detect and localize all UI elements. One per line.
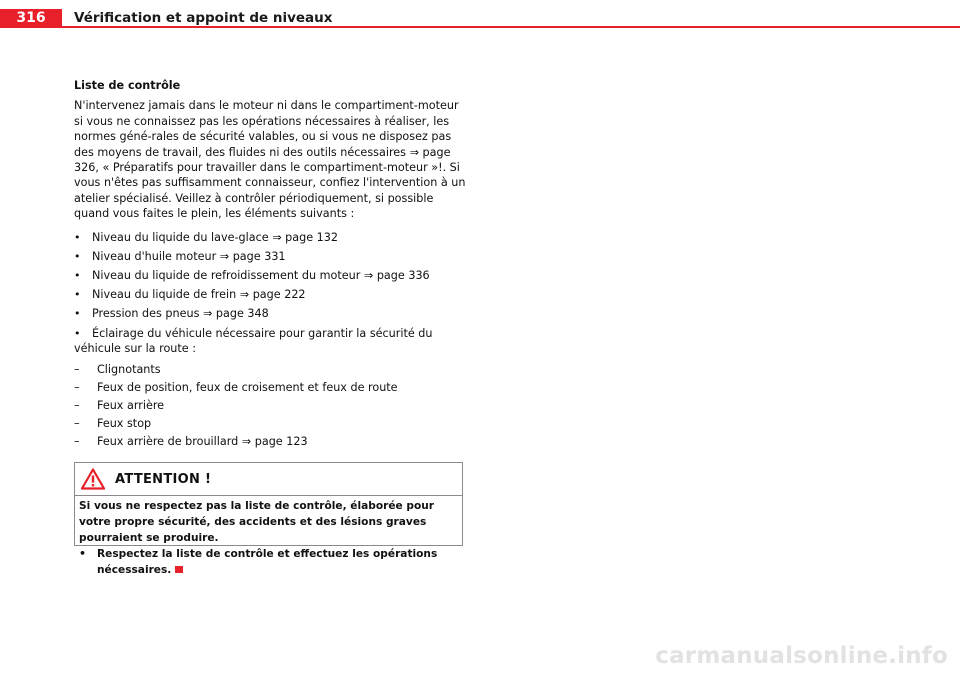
sublist-item-text: Feux de position, feux de croisement et feux de route	[97, 381, 398, 395]
list-item	[74, 268, 466, 283]
sublist-item	[74, 380, 466, 395]
warning-triangle-icon	[81, 468, 105, 490]
list-item-text: Niveau du liquide de frein	[92, 288, 237, 302]
arrow-icon: ⇒	[363, 269, 374, 283]
dash-icon: –	[74, 435, 80, 449]
list-item	[74, 306, 466, 321]
intro-paragraph	[74, 98, 466, 221]
page-number: 316	[0, 9, 62, 28]
section-title: Liste de contrôle	[74, 79, 181, 92]
list-item-text: Éclairage du véhicule nécessaire pour garantir la sécurité du véhicule sur la route :	[74, 326, 433, 356]
dash-icon: –	[74, 399, 80, 413]
bullet-icon: •	[74, 307, 81, 321]
arrow-icon: ⇒	[239, 288, 250, 302]
header-rule	[62, 26, 960, 28]
sublist-item	[74, 362, 466, 377]
arrow-icon: ⇒	[409, 145, 419, 159]
main-content	[74, 78, 466, 452]
watermark: carmanualsonline.info	[655, 643, 948, 669]
page-reference: page 336	[376, 269, 430, 283]
arrow-icon: ⇒	[219, 249, 230, 263]
bullet-icon: •	[74, 230, 81, 244]
page-title: Vérification et appoint de niveaux	[74, 10, 333, 26]
arrow-icon: ⇒	[241, 435, 252, 449]
sublist-item	[74, 398, 466, 413]
intro-text-after: page 326, « Préparatifs pour travailler dans le compartiment-moteur »!. Si vous n'êtes pas suffisamment connaisseur, confiez l'intervention à un atelier spécialisé. Veillez à contrôler périodiquement, si possible quand vous faites le plein, les éléments suivants :	[74, 145, 466, 221]
arrow-icon: ⇒	[272, 230, 282, 244]
sublist-item-text: Feux stop	[97, 417, 152, 431]
warning-box	[74, 462, 463, 576]
bullet-icon: •	[74, 269, 81, 283]
sublist-item	[74, 416, 466, 431]
dash-icon: –	[74, 363, 80, 377]
sublist-item	[74, 434, 466, 449]
warning-list-item	[79, 546, 458, 578]
page-reference: page 132	[285, 230, 338, 244]
warning-body	[75, 496, 462, 578]
sublist-item-text: Feux arrière de brouillard	[97, 435, 239, 449]
list-item-text: Niveau du liquide du lave-glace	[92, 230, 269, 244]
page-reference: page 331	[232, 249, 286, 263]
page-reference: page 222	[252, 288, 306, 302]
bullet-icon: •	[74, 326, 81, 340]
arrow-icon: ⇒	[202, 307, 213, 321]
warning-text: Si vous ne respectez pas la liste de contrôle, élaborée pour votre propre sécurité, des accidents et des lésions graves pourraient se produire.	[79, 500, 435, 544]
list-item	[74, 230, 466, 245]
list-item-text: Niveau d'huile moteur	[92, 249, 217, 263]
list-item-text: Pression des pneus	[92, 307, 200, 321]
list-item	[74, 287, 466, 302]
lighting-sublist	[74, 362, 466, 449]
end-mark-icon	[175, 566, 183, 573]
warning-item-text: Respectez la liste de contrôle et effectuez les opérations nécessaires.	[97, 548, 438, 576]
sublist-item-text: Feux arrière	[97, 399, 165, 413]
list-item	[74, 249, 466, 264]
sublist-item-text: Clignotants	[97, 363, 161, 377]
page-reference: page 123	[254, 435, 308, 449]
bullet-icon: •	[74, 249, 81, 263]
warning-title: ATTENTION !	[115, 471, 212, 487]
list-item-text: Niveau du liquide de refroidissement du moteur	[92, 269, 361, 283]
checklist	[74, 230, 466, 357]
warning-header	[75, 463, 462, 496]
dash-icon: –	[74, 417, 80, 431]
bullet-icon: •	[74, 288, 81, 302]
intro-text-before: N'intervenez jamais dans le moteur ni dans le compartiment-moteur si vous ne connaissez pas les opérations nécessaires à réaliser, les normes géné-rales de sécurité valables, ou si vous ne disposez pas des moyens de travail, des fluides ni des outils nécessaires	[74, 99, 459, 159]
dash-icon: –	[74, 381, 80, 395]
list-item	[74, 326, 466, 357]
page-header	[0, 9, 960, 28]
page-reference: page 348	[215, 307, 269, 321]
bullet-icon: •	[79, 547, 87, 560]
